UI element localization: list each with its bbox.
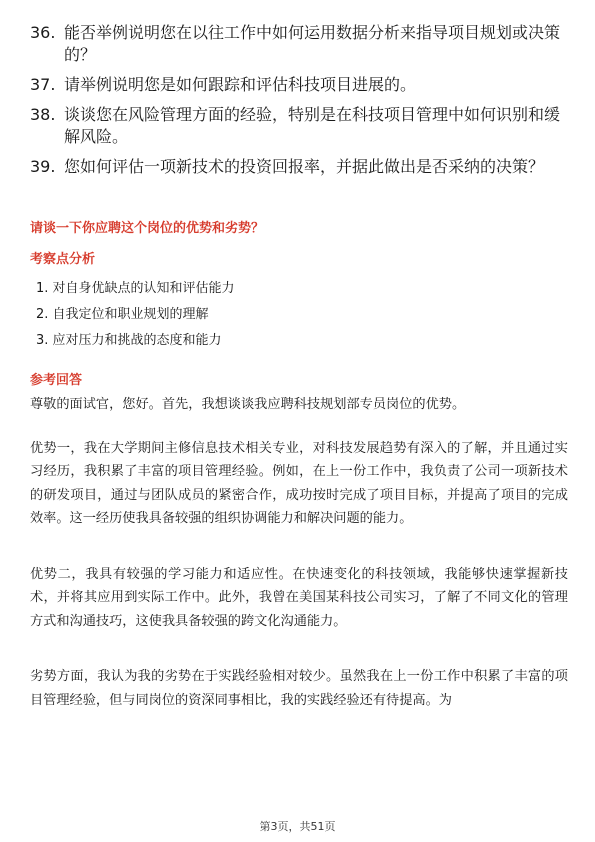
answer-heading: 参考回答 <box>30 373 83 388</box>
question-text: 谈谈您在风险管理方面的经验，特别是在科技项目管理中如何识别和缓解风险。 <box>64 105 561 146</box>
question-item <box>30 104 570 148</box>
question-number: 38. <box>30 105 56 124</box>
section-title: 请谈一下你应聘这个岗位的优势和劣势？ <box>30 221 265 236</box>
answer-paragraph: 尊敬的面试官，您好。首先，我想谈谈我应聘科技规划部专员岗位的优势。 <box>30 397 466 412</box>
question-item <box>30 74 570 96</box>
page-footer: 第3页，共51页 <box>259 820 336 833</box>
question-text: 请举例说明您是如何跟踪和评估科技项目进展的。 <box>64 75 417 94</box>
question-number: 37. <box>30 75 56 94</box>
answer-paragraph: 优势一，我在大学期间主修信息技术相关专业，对科技发展趋势有深入的了解，并且通过实习经历，我积累了丰富的项目管理经验。例如，在上一份工作中，我负责了公司一项新技术的研发项目，通过与团队成员的紧密合作，成功按时完成了项目目标，并提高了项目的完成效率。这一经历使我具备较强的组织协调能力和解决问题的能力。 <box>30 440 568 526</box>
analysis-point: 1. 对自身优缺点的认知和评估能力 <box>36 281 235 296</box>
answer-paragraph: 优势二，我具有较强的学习能力和适应性。在快速变化的科技领域，我能够快速掌握新技术，并将其应用到实际工作中。此外，我曾在美国某科技公司实习，了解了不同文化的管理方式和沟通技巧，这使我具备较强的跨文化沟通能力。 <box>30 566 568 629</box>
question-text: 能否举例说明您在以往工作中如何运用数据分析来指导项目规划或决策的？ <box>64 23 561 64</box>
question-list <box>30 22 570 186</box>
question-text: 您如何评估一项新技术的投资回报率，并据此做出是否采纳的决策？ <box>64 157 545 176</box>
answer-body <box>30 393 568 734</box>
question-number: 36. <box>30 23 56 42</box>
question-item <box>30 22 570 66</box>
analysis-point: 3. 应对压力和挑战的态度和能力 <box>36 333 222 348</box>
analysis-point: 2. 自我定位和职业规划的理解 <box>36 307 209 322</box>
analysis-points <box>36 276 235 354</box>
analysis-heading: 考察点分析 <box>30 252 96 267</box>
question-number: 39. <box>30 157 56 176</box>
answer-paragraph: 劣势方面，我认为我的劣势在于实践经验相对较少。虽然我在上一份工作中积累了丰富的项目管理经验，但与同岗位的资深同事相比，我的实践经验还有待提高。为 <box>30 669 568 708</box>
question-item <box>30 156 570 178</box>
